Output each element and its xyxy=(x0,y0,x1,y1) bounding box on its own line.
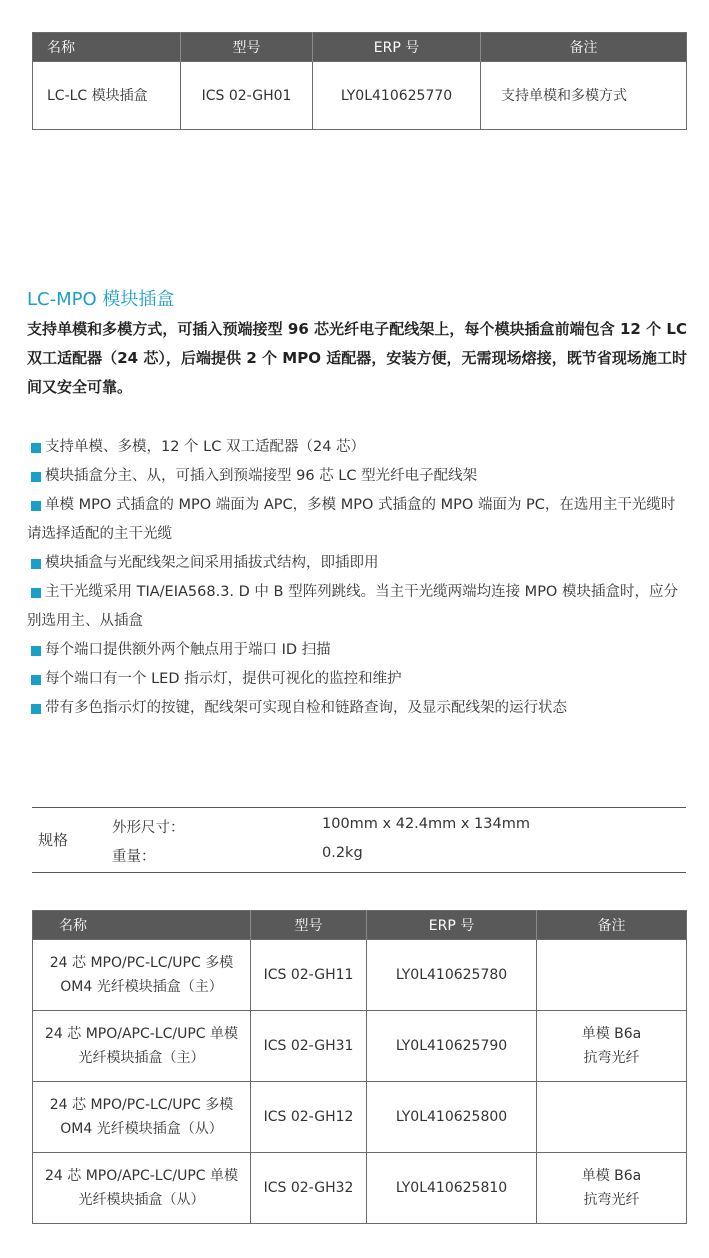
feature-item: 主干光缆采用 TIA/EIA568.3. D 中 B 型阵列跳线。当主干光缆两端均连接 MPO 模块插盒时，应分别选用主、从插盒 xyxy=(27,578,689,636)
cell-erp: LY0L410625790 xyxy=(367,1011,537,1082)
cell-note-line: 抗弯光纤 xyxy=(583,1192,640,1208)
feature-item: 每个端口提供额外两个触点用于端口 ID 扫描 xyxy=(27,636,689,665)
feature-item: 模块插盒分主、从，可插入到预端接型 96 芯 LC 型光纤电子配线架 xyxy=(27,462,689,491)
cell-name-line: 光纤模块插盒（从） xyxy=(78,1192,205,1208)
cell-name xyxy=(33,1011,251,1082)
cell-note xyxy=(537,940,687,1011)
cell-name: LC-LC 模块插盒 xyxy=(33,62,181,130)
cell-model: ICS 02-GH01 xyxy=(181,62,313,130)
feature-item: 支持单模、多模，12 个 LC 双工适配器（24 芯） xyxy=(27,433,689,462)
spec-key: 重量： xyxy=(112,849,156,865)
header-erp: ERP 号 xyxy=(367,911,537,940)
cell-name-line: OM4 光纤模块插盒（主） xyxy=(60,979,223,995)
cell-name xyxy=(33,1082,251,1153)
header-model: 型号 xyxy=(181,33,313,62)
table-header-row xyxy=(33,911,687,940)
table-row xyxy=(33,62,687,130)
cell-note-line: 单模 B6a xyxy=(581,1026,642,1042)
cell-erp: LY0L410625800 xyxy=(367,1082,537,1153)
cell-erp: LY0L410625780 xyxy=(367,940,537,1011)
cell-note xyxy=(537,1011,687,1082)
cell-model: ICS 02-GH12 xyxy=(251,1082,367,1153)
header-note: 备注 xyxy=(537,911,687,940)
cell-note-line: 单模 B6a xyxy=(581,1168,642,1184)
cell-model: ICS 02-GH32 xyxy=(251,1153,367,1224)
cell-note-line: 抗弯光纤 xyxy=(583,1050,640,1066)
cell-model: ICS 02-GH31 xyxy=(251,1011,367,1082)
feature-item: 单模 MPO 式插盒的 MPO 端面为 APC，多模 MPO 式插盒的 MPO 端面为 PC，在选用主干光缆时请选择适配的主干光缆 xyxy=(27,491,689,549)
cell-name-line: 24 芯 MPO/APC-LC/UPC 单模 xyxy=(44,1026,239,1042)
cell-note: 支持单模和多模方式 xyxy=(481,62,687,130)
spec-label: 规格 xyxy=(38,831,69,849)
header-erp: ERP 号 xyxy=(313,33,481,62)
product-table-lc-mpo xyxy=(32,910,687,1224)
table-row xyxy=(33,1011,687,1082)
spec-value: 100mm x 42.4mm x 134mm xyxy=(322,816,530,832)
header-model: 型号 xyxy=(251,911,367,940)
cell-model: ICS 02-GH11 xyxy=(251,940,367,1011)
header-name: 名称 xyxy=(33,33,181,62)
feature-list xyxy=(27,433,689,723)
cell-note xyxy=(537,1082,687,1153)
cell-name-line: 24 芯 MPO/APC-LC/UPC 单模 xyxy=(44,1168,239,1184)
cell-name xyxy=(33,1153,251,1224)
cell-erp: LY0L410625810 xyxy=(367,1153,537,1224)
cell-name xyxy=(33,940,251,1011)
feature-item: 带有多色指示灯的按键，配线架可实现自检和链路查询，及显示配线架的运行状态 xyxy=(27,694,689,723)
table-row xyxy=(33,940,687,1011)
header-note: 备注 xyxy=(481,33,687,62)
cell-name-line: 24 芯 MPO/PC-LC/UPC 多模 xyxy=(49,1097,234,1113)
header-name: 名称 xyxy=(33,911,251,940)
table-header-row xyxy=(33,33,687,62)
section-intro: 支持单模和多模方式，可插入预端接型 96 芯光纤电子配线架上，每个模块插盒前端包含 12 个 LC 双工适配器（24 芯），后端提供 2 个 MPO 适配器，安装方便，无需现场熔接，既节省现场施工时间又安全可靠。 xyxy=(27,320,687,396)
spec-block xyxy=(32,807,686,873)
table-row xyxy=(33,1082,687,1153)
spec-value: 0.2kg xyxy=(322,845,363,861)
cell-name-line: OM4 光纤模块插盒（从） xyxy=(60,1121,223,1137)
spec-key: 外形尺寸： xyxy=(112,820,185,836)
cell-name-line: 24 芯 MPO/PC-LC/UPC 多模 xyxy=(49,955,234,971)
cell-name-line: 光纤模块插盒（主） xyxy=(78,1050,205,1066)
section-title: LC-MPO 模块插盒 xyxy=(27,289,175,310)
product-table-lc-lc xyxy=(32,32,687,130)
feature-item: 每个端口有一个 LED 指示灯，提供可视化的监控和维护 xyxy=(27,665,689,694)
feature-item: 模块插盒与光配线架之间采用插拔式结构，即插即用 xyxy=(27,549,689,578)
table-row xyxy=(33,1153,687,1224)
cell-note xyxy=(537,1153,687,1224)
cell-erp: LY0L410625770 xyxy=(313,62,481,130)
